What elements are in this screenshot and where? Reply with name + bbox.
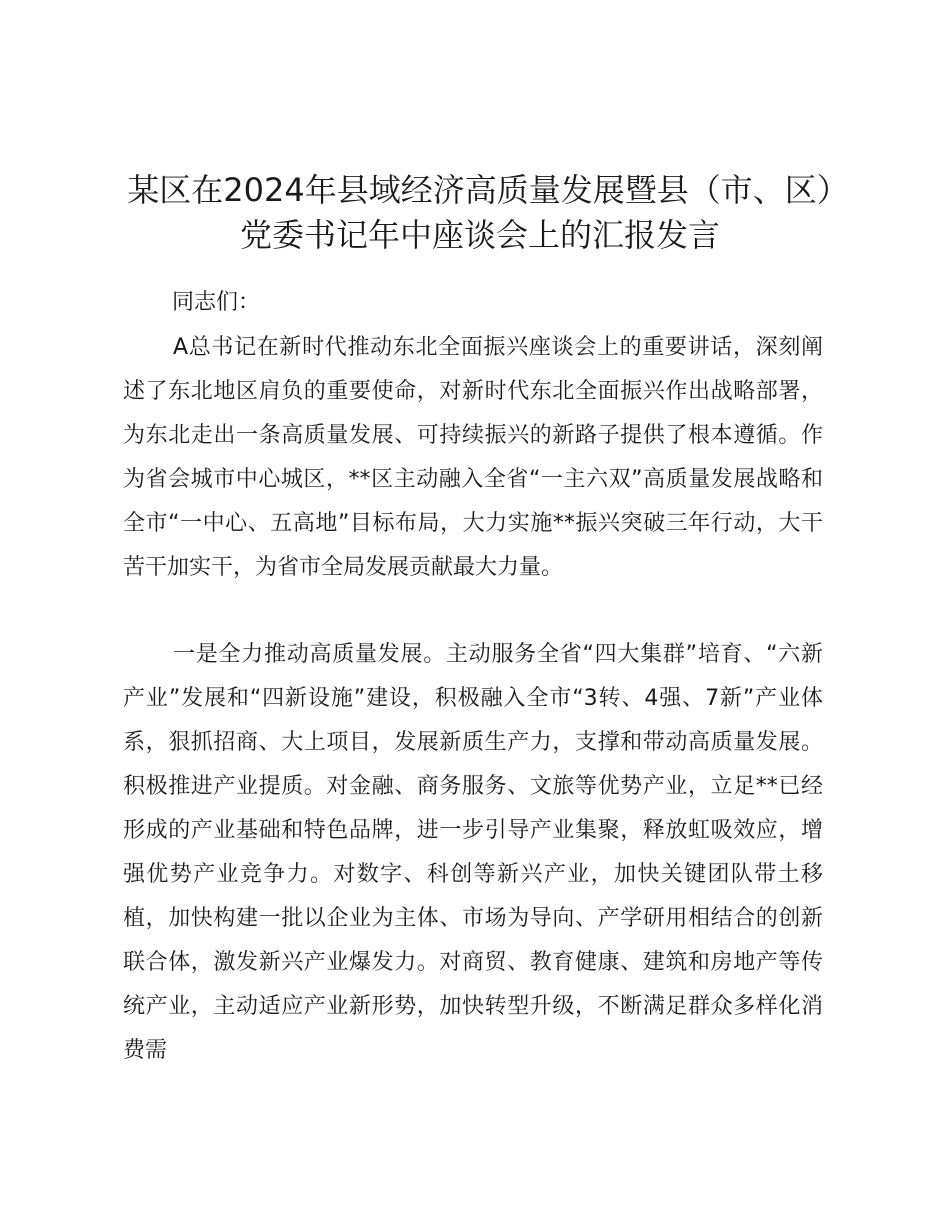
paragraph-development: 一是全力推动高质量发展。主动服务全省“四大集群”培育、“六新产业”发展和“四新设施”建设，积极融入全市“3转、4强、7新”产业体系，狠抓招商、大上项目，发展新质生产力，支撑和带动高质量发展。积极推进产业提质。对金融、商务服务、文旅等优势产业，立足**已经形成的产业基础和特色品牌，进一步引导产业集聚，释放虹吸效应，增强优势产业竞争力。对数字、科创等新兴产业，加快关键团队带土移植，加快构建一批以企业为主体、市场为导向、产学研用相结合的创新联合体，激发新兴产业爆发力。对商贸、教育健康、建筑和房地产等传统产业，主动适应产业新形势，加快转型升级，不断满足群众多样化消费需 [123,642,823,1063]
paragraph-intro: A总书记在新时代推动东北全面振兴座谈会上的重要讲话，深刻阐述了东北地区肩负的重要使命，对新时代东北全面振兴作出战略部署，为东北走出一条高质量发展、可持续振兴的新路子提供了根本遵循。作为省会城市中心城区，**区主动融入全省“一主六双”高质量发展战略和全市“一中心、五高地”目标布局，大力实施**振兴突破三年行动，大干苦干加实干，为省市全局发展贡献最大力量。 [123,335,823,580]
greeting: 同志们： [172,290,261,315]
document-title: 某区在2024年县域经济高质量发展暨县（市、区）党委书记年中座谈会上的汇报发言 [127,171,833,254]
